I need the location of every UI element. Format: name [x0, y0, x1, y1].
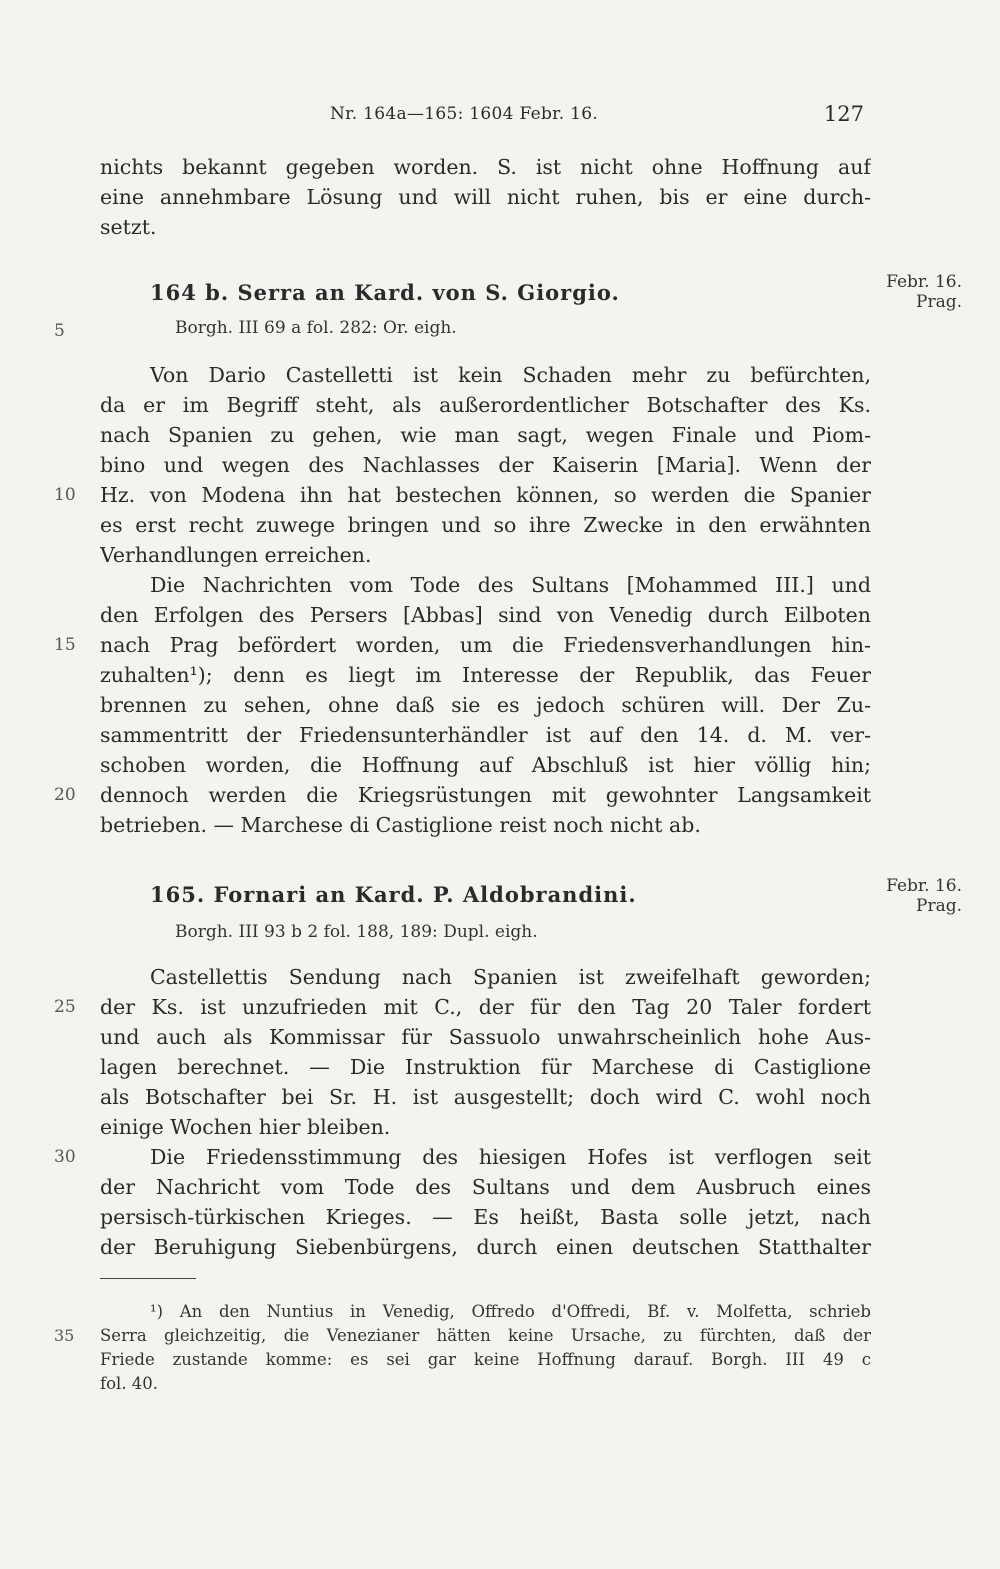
margin-date-164b	[862, 272, 962, 312]
body-line: nach Prag befördert worden, um die Friedensverhandlungen hin-	[100, 633, 871, 657]
body-line: brennen zu sehen, ohne daß sie es jedoch schüren will. Der Zu-	[100, 693, 871, 717]
body-line: bino und wegen des Nachlasses der Kaiserin [Maria]. Wenn der	[100, 453, 871, 477]
document-source-165: Borgh. III 93 b 2 fol. 188, 189: Dupl. eigh.	[175, 922, 538, 942]
line-number: 30	[54, 1147, 76, 1167]
footnote-line: ¹) An den Nuntius in Venedig, Offredo d'Offredi, Bf. v. Molfetta, schrieb	[150, 1302, 871, 1321]
body-line: Castellettis Sendung nach Spanien ist zweifelhaft geworden;	[150, 965, 871, 989]
body-line: der Beruhigung Siebenbürgens, durch einen deutschen Statthalter	[100, 1235, 871, 1259]
body-line: sammentritt der Friedensunterhändler ist auf den 14. d. M. ver-	[100, 723, 871, 747]
body-line: zuhalten¹); denn es liegt im Interesse der Republik, das Feuer	[100, 663, 871, 687]
body-line: der Ks. ist unzufrieden mit C., der für den Tag 20 Taler fordert	[100, 995, 871, 1019]
line-number: 25	[54, 997, 76, 1017]
body-line: Die Nachrichten vom Tode des Sultans [Mohammed III.] und	[150, 573, 871, 597]
body-line: und auch als Kommissar für Sassuolo unwahrscheinlich hohe Aus-	[100, 1025, 871, 1049]
margin-date-165	[862, 876, 962, 916]
body-line: als Botschafter bei Sr. H. ist ausgestellt; doch wird C. wohl noch	[100, 1085, 871, 1109]
page-number: 127	[823, 102, 864, 126]
body-line: es erst recht zuwege bringen und so ihre Zwecke in den erwähnten	[100, 513, 871, 537]
body-line: Von Dario Castelletti ist kein Schaden mehr zu befürchten,	[150, 363, 871, 387]
line-number: 20	[54, 785, 76, 805]
running-header	[0, 102, 1000, 132]
line-number: 15	[54, 635, 76, 655]
body-line: nichts bekannt gegeben worden. S. ist nicht ohne Hoffnung auf	[100, 155, 871, 179]
document-source-164b: Borgh. III 69 a fol. 282: Or. eigh.	[175, 318, 457, 338]
body-line: den Erfolgen des Persers [Abbas] sind von Venedig durch Eilboten	[100, 603, 871, 627]
body-line: dennoch werden die Kriegsrüstungen mit gewohnter Langsamkeit	[100, 783, 871, 807]
footnote-rule	[100, 1278, 196, 1279]
body-line: der Nachricht vom Tode des Sultans und dem Ausbruch eines	[100, 1175, 871, 1199]
running-title: Nr. 164a—165: 1604 Febr. 16.	[330, 104, 599, 124]
line-number: 35	[54, 1326, 75, 1345]
body-line: eine annehmbare Lösung und will nicht ruhen, bis er eine durch-	[100, 185, 871, 209]
body-line: da er im Begriff steht, als außerordentlicher Botschafter des Ks.	[100, 393, 871, 417]
body-line: Hz. von Modena ihn hat bestechen können, so werden die Spanier	[100, 483, 871, 507]
footnote-line: Friede zustande komme: es sei gar keine Hoffnung darauf. Borgh. III 49 c	[100, 1350, 871, 1369]
margin-place: Prag.	[916, 896, 962, 916]
body-line: einige Wochen hier bleiben.	[100, 1115, 391, 1139]
body-line: betrieben. — Marchese di Castiglione reist noch nicht ab.	[100, 813, 701, 837]
body-line: lagen berechnet. — Die Instruktion für Marchese di Castiglione	[100, 1055, 871, 1079]
body-line: persisch-türkischen Krieges. — Es heißt, Basta solle jetzt, nach	[100, 1205, 871, 1229]
line-number: 10	[54, 485, 76, 505]
document-title-165: 165. Fornari an Kard. P. Aldobrandini.	[150, 882, 637, 907]
body-line: setzt.	[100, 215, 157, 239]
margin-place: Prag.	[916, 292, 962, 312]
line-number: 5	[54, 321, 65, 341]
body-line: Die Friedensstimmung des hiesigen Hofes ist verflogen seit	[150, 1145, 871, 1169]
document-title-164b: 164 b. Serra an Kard. von S. Giorgio.	[150, 280, 620, 305]
body-line: schoben worden, die Hoffnung auf Abschluß ist hier völlig hin;	[100, 753, 871, 777]
body-line: nach Spanien zu gehen, wie man sagt, wegen Finale und Piom-	[100, 423, 871, 447]
margin-date: Febr. 16.	[886, 272, 962, 292]
footnote-line: Serra gleichzeitig, die Venezianer hätten keine Ursache, zu fürchten, daß der	[100, 1326, 871, 1345]
footnote-line: fol. 40.	[100, 1374, 159, 1393]
margin-date: Febr. 16.	[886, 876, 962, 896]
body-line: Verhandlungen erreichen.	[100, 543, 372, 567]
